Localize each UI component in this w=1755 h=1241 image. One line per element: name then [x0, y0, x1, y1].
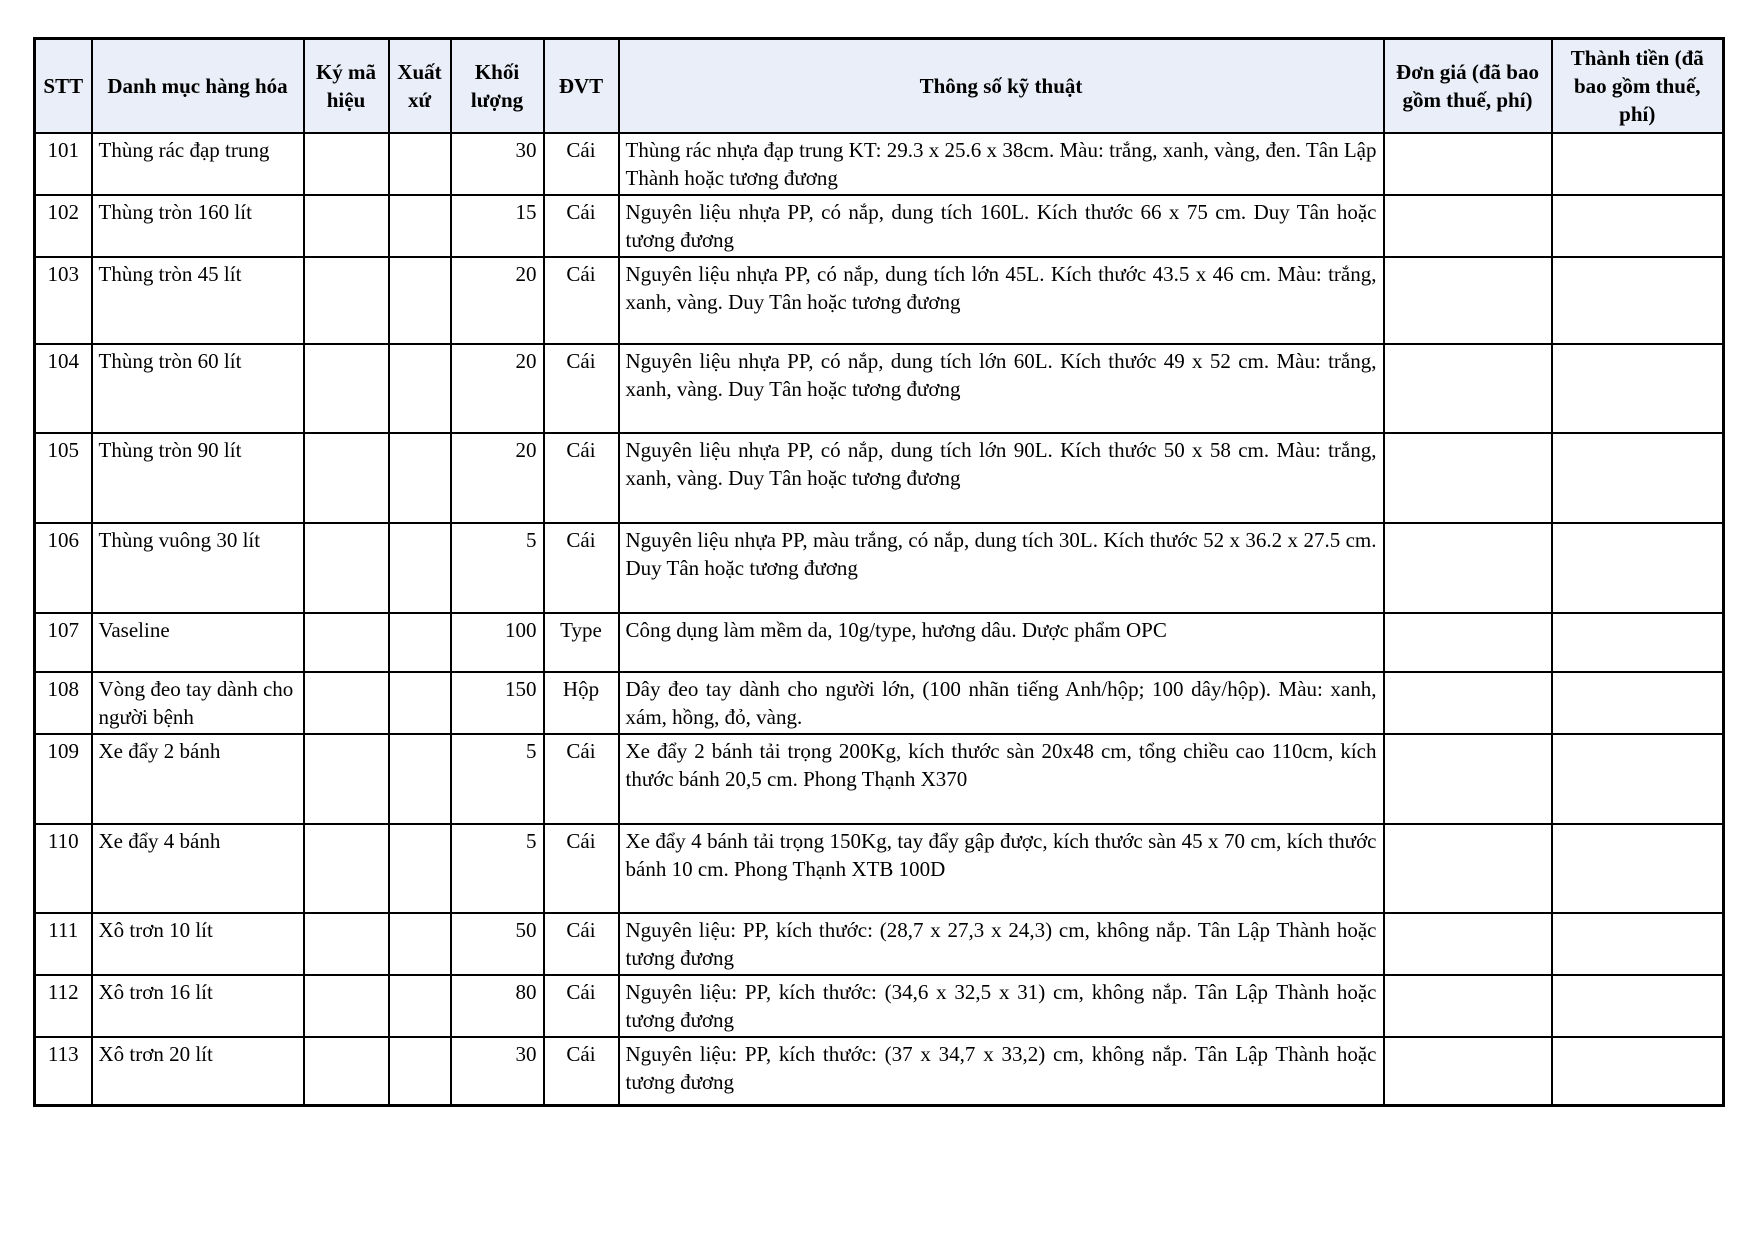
cell-item-name: Thùng tròn 90 lít — [92, 433, 304, 523]
cell-unit-price — [1384, 257, 1552, 344]
cell-unit: Cái — [544, 913, 619, 975]
cell-unit: Cái — [544, 975, 619, 1037]
cell-code — [304, 913, 389, 975]
cell-code — [304, 613, 389, 672]
cell-specs: Nguyên liệu: PP, kích thước: (28,7 x 27,3 x 24,3) cm, không nắp. Tân Lập Thành hoặc tương đương — [619, 913, 1384, 975]
cell-origin — [389, 133, 451, 195]
cell-unit-price — [1384, 433, 1552, 523]
table-row — [35, 195, 1724, 257]
cell-specs: Nguyên liệu nhựa PP, có nắp, dung tích lớn 90L. Kích thước 50 x 58 cm. Màu: trắng, xanh, vàng. Duy Tân hoặc tương đương — [619, 433, 1384, 523]
cell-total-price — [1552, 344, 1724, 433]
cell-unit-price — [1384, 913, 1552, 975]
cell-item-name: Thùng tròn 45 lít — [92, 257, 304, 344]
header-specs: Thông số kỹ thuật — [619, 39, 1384, 134]
cell-code — [304, 133, 389, 195]
cell-code — [304, 824, 389, 913]
cell-origin — [389, 344, 451, 433]
cell-unit-price — [1384, 195, 1552, 257]
cell-item-name: Xe đẩy 4 bánh — [92, 824, 304, 913]
cell-stt: 107 — [35, 613, 92, 672]
cell-specs: Nguyên liệu nhựa PP, màu trắng, có nắp, dung tích 30L. Kích thước 52 x 36.2 x 27.5 cm. Duy Tân hoặc tương đương — [619, 523, 1384, 613]
cell-total-price — [1552, 133, 1724, 195]
cell-total-price — [1552, 913, 1724, 975]
cell-unit-price — [1384, 613, 1552, 672]
table-row — [35, 975, 1724, 1037]
cell-unit: Cái — [544, 133, 619, 195]
cell-unit-price — [1384, 672, 1552, 734]
cell-stt: 111 — [35, 913, 92, 975]
cell-origin — [389, 257, 451, 344]
cell-unit: Cái — [544, 433, 619, 523]
table-row — [35, 672, 1724, 734]
cell-item-name: Xô trơn 20 lít — [92, 1037, 304, 1105]
cell-quantity: 5 — [451, 734, 544, 824]
cell-stt: 102 — [35, 195, 92, 257]
cell-origin — [389, 913, 451, 975]
cell-quantity: 80 — [451, 975, 544, 1037]
cell-unit-price — [1384, 1037, 1552, 1105]
cell-origin — [389, 195, 451, 257]
cell-unit: Cái — [544, 257, 619, 344]
cell-item-name: Xô trơn 16 lít — [92, 975, 304, 1037]
cell-origin — [389, 523, 451, 613]
cell-code — [304, 1037, 389, 1105]
goods-table — [33, 37, 1725, 1107]
cell-total-price — [1552, 257, 1724, 344]
cell-stt: 113 — [35, 1037, 92, 1105]
header-stt: STT — [35, 39, 92, 134]
cell-origin — [389, 824, 451, 913]
header-origin: Xuất xứ — [389, 39, 451, 134]
cell-item-name: Thùng tròn 60 lít — [92, 344, 304, 433]
cell-quantity: 150 — [451, 672, 544, 734]
header-quantity: Khối lượng — [451, 39, 544, 134]
cell-item-name: Thùng vuông 30 lít — [92, 523, 304, 613]
cell-quantity: 15 — [451, 195, 544, 257]
cell-total-price — [1552, 975, 1724, 1037]
cell-specs: Nguyên liệu: PP, kích thước: (34,6 x 32,5 x 31) cm, không nắp. Tân Lập Thành hoặc tương đương — [619, 975, 1384, 1037]
header-unit-price: Đơn giá (đã bao gồm thuế, phí) — [1384, 39, 1552, 134]
cell-code — [304, 344, 389, 433]
table-row — [35, 1037, 1724, 1105]
table-row — [35, 344, 1724, 433]
table-row — [35, 257, 1724, 344]
cell-code — [304, 433, 389, 523]
cell-code — [304, 523, 389, 613]
table-row — [35, 523, 1724, 613]
cell-total-price — [1552, 523, 1724, 613]
cell-code — [304, 195, 389, 257]
cell-specs: Xe đẩy 4 bánh tải trọng 150Kg, tay đẩy gập được, kích thước sàn 45 x 70 cm, kích thước bánh 10 cm. Phong Thạnh XTB 100D — [619, 824, 1384, 913]
cell-unit: Cái — [544, 824, 619, 913]
table-header — [35, 39, 1724, 134]
cell-origin — [389, 975, 451, 1037]
cell-code — [304, 975, 389, 1037]
cell-origin — [389, 734, 451, 824]
cell-quantity: 20 — [451, 433, 544, 523]
table-row — [35, 824, 1724, 913]
cell-quantity: 5 — [451, 824, 544, 913]
table-body — [35, 133, 1724, 1105]
cell-item-name: Vòng đeo tay dành cho người bệnh — [92, 672, 304, 734]
cell-origin — [389, 433, 451, 523]
cell-item-name: Vaseline — [92, 613, 304, 672]
cell-origin — [389, 1037, 451, 1105]
cell-stt: 109 — [35, 734, 92, 824]
cell-stt: 110 — [35, 824, 92, 913]
cell-total-price — [1552, 734, 1724, 824]
cell-unit-price — [1384, 133, 1552, 195]
table-row — [35, 734, 1724, 824]
cell-item-name: Xe đẩy 2 bánh — [92, 734, 304, 824]
cell-stt: 106 — [35, 523, 92, 613]
cell-unit-price — [1384, 824, 1552, 913]
cell-stt: 103 — [35, 257, 92, 344]
cell-unit: Cái — [544, 344, 619, 433]
cell-total-price — [1552, 613, 1724, 672]
table-row — [35, 433, 1724, 523]
cell-specs: Dây đeo tay dành cho người lớn, (100 nhãn tiếng Anh/hộp; 100 dây/hộp). Màu: xanh, xám, hồng, đỏ, vàng. — [619, 672, 1384, 734]
header-code: Ký mã hiệu — [304, 39, 389, 134]
table-row — [35, 133, 1724, 195]
cell-quantity: 20 — [451, 344, 544, 433]
cell-specs: Nguyên liệu nhựa PP, có nắp, dung tích lớn 45L. Kích thước 43.5 x 46 cm. Màu: trắng, xanh, vàng. Duy Tân hoặc tương đương — [619, 257, 1384, 344]
cell-total-price — [1552, 433, 1724, 523]
cell-unit: Cái — [544, 195, 619, 257]
cell-unit-price — [1384, 975, 1552, 1037]
cell-quantity: 20 — [451, 257, 544, 344]
cell-total-price — [1552, 824, 1724, 913]
cell-code — [304, 672, 389, 734]
cell-quantity: 5 — [451, 523, 544, 613]
cell-item-name: Xô trơn 10 lít — [92, 913, 304, 975]
cell-specs: Nguyên liệu: PP, kích thước: (37 x 34,7 x 33,2) cm, không nắp. Tân Lập Thành hoặc tương đương — [619, 1037, 1384, 1105]
header-total-price: Thành tiền (đã bao gồm thuế, phí) — [1552, 39, 1724, 134]
cell-specs: Thùng rác nhựa đạp trung KT: 29.3 x 25.6 x 38cm. Màu: trắng, xanh, vàng, đen. Tân Lập Thành hoặc tương đương — [619, 133, 1384, 195]
cell-item-name: Thùng rác đạp trung — [92, 133, 304, 195]
cell-unit: Cái — [544, 1037, 619, 1105]
header-unit: ĐVT — [544, 39, 619, 134]
cell-specs: Công dụng làm mềm da, 10g/type, hương dâu. Dược phẩm OPC — [619, 613, 1384, 672]
cell-unit: Cái — [544, 734, 619, 824]
header-item-name: Danh mục hàng hóa — [92, 39, 304, 134]
cell-stt: 105 — [35, 433, 92, 523]
cell-unit: Cái — [544, 523, 619, 613]
cell-specs: Nguyên liệu nhựa PP, có nắp, dung tích 160L. Kích thước 66 x 75 cm. Duy Tân hoặc tương đương — [619, 195, 1384, 257]
cell-origin — [389, 672, 451, 734]
cell-specs: Nguyên liệu nhựa PP, có nắp, dung tích lớn 60L. Kích thước 49 x 52 cm. Màu: trắng, xanh, vàng. Duy Tân hoặc tương đương — [619, 344, 1384, 433]
cell-code — [304, 734, 389, 824]
cell-code — [304, 257, 389, 344]
table-row — [35, 613, 1724, 672]
cell-total-price — [1552, 1037, 1724, 1105]
cell-unit: Type — [544, 613, 619, 672]
cell-specs: Xe đẩy 2 bánh tải trọng 200Kg, kích thước sàn 20x48 cm, tổng chiều cao 110cm, kích thước bánh 20,5 cm. Phong Thạnh X370 — [619, 734, 1384, 824]
cell-quantity: 30 — [451, 133, 544, 195]
header-row — [35, 39, 1724, 134]
cell-stt: 101 — [35, 133, 92, 195]
cell-quantity: 30 — [451, 1037, 544, 1105]
cell-quantity: 100 — [451, 613, 544, 672]
cell-total-price — [1552, 672, 1724, 734]
cell-item-name: Thùng tròn 160 lít — [92, 195, 304, 257]
cell-quantity: 50 — [451, 913, 544, 975]
cell-stt: 112 — [35, 975, 92, 1037]
cell-origin — [389, 613, 451, 672]
cell-stt: 108 — [35, 672, 92, 734]
cell-stt: 104 — [35, 344, 92, 433]
cell-unit-price — [1384, 344, 1552, 433]
table-row — [35, 913, 1724, 975]
cell-total-price — [1552, 195, 1724, 257]
cell-unit-price — [1384, 523, 1552, 613]
cell-unit-price — [1384, 734, 1552, 824]
cell-unit: Hộp — [544, 672, 619, 734]
